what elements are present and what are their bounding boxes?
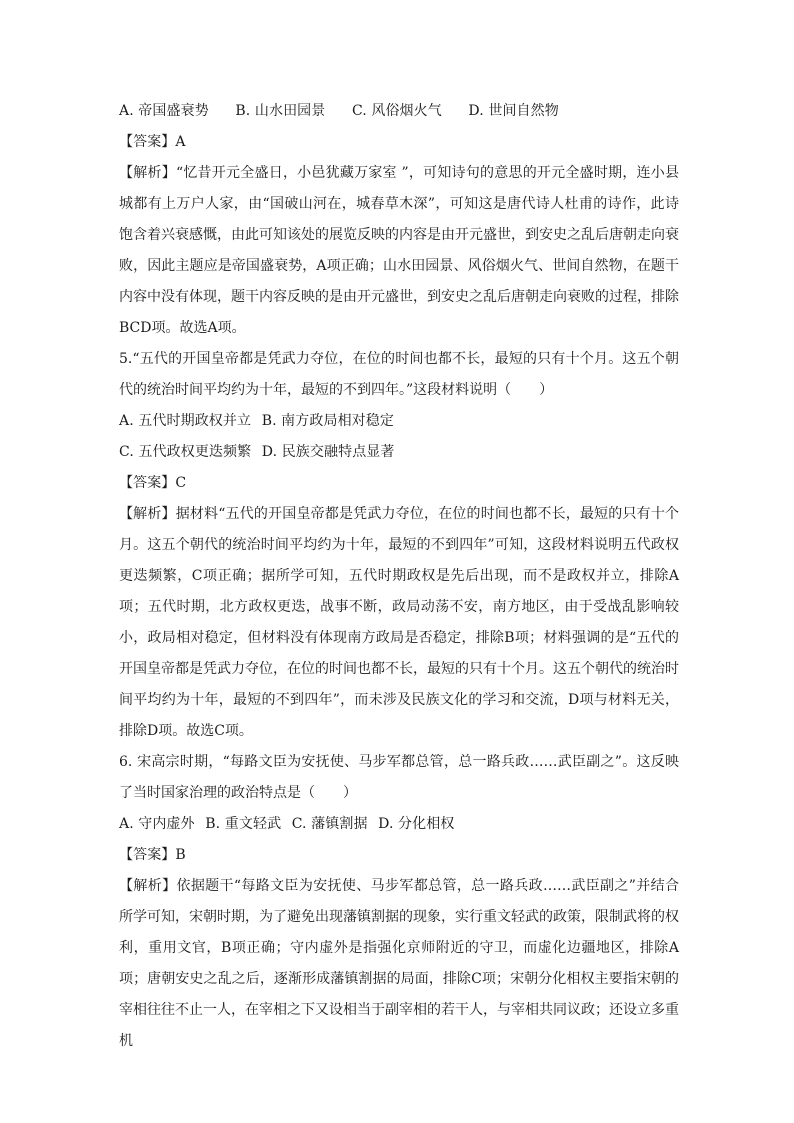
q5-option-a: A. 五代时期政权并立 (119, 413, 252, 429)
q4-option-d: D. 世间自然物 (468, 103, 559, 119)
q4-option-a: A. 帝国盛衰势 (119, 103, 209, 119)
q4-answer: 【答案】A (119, 134, 186, 150)
q6-option-c: C. 藩镇割据 (291, 816, 368, 832)
q6-options (119, 809, 679, 840)
q4-option-c: C. 风俗烟火气 (351, 103, 442, 119)
q6-option-a: A. 守内虚外 (119, 816, 195, 832)
q4-analysis-tag: 【解析】 (119, 165, 176, 181)
q5-option-d: D. 民族交融特点显著 (261, 444, 395, 460)
document-content (119, 96, 679, 1057)
q4-option-b: B. 山水田园景 (235, 103, 326, 119)
q5-stem: 5.“五代的开国皇帝都是凭武力夺位，在位的时间也都不长，最短的只有十个月。这五个朝代的统治时间平均约为十年，最短的不到四年。”这段材料说明（ ） (119, 351, 679, 398)
q6-analysis-text: 依据题干“每路文臣为安抚使、马步军都总管，总一路兵政……武臣副之”并结合所学可知，宋朝时期，为了避免出现藩镇割据的现象，实行重文轻武的政策，限制武将的权利，重用文官，B项正确；守内虚外是指强化京师附近的守卫，而虚化边疆地区，排除A项；唐朝安史之乱之后，逐渐形成藩镇割据的局面，排除C项；宋朝分化相权主要指宋朝的宰相往往不止一人，在宰相之下又设相当于副宰相的若干人，与宰相共同议政；还设立多重机 (119, 878, 680, 1049)
q5-analysis (119, 499, 679, 747)
q6-analysis-tag: 【解析】 (119, 878, 177, 894)
q6-answer: 【答案】B (119, 847, 186, 863)
q5-option-c: C. 五代政权更迭频繁 (119, 444, 252, 460)
q5-analysis-tag: 【解析】 (119, 506, 176, 522)
q4-options (119, 96, 679, 127)
q6-option-d: D. 分化相权 (378, 816, 455, 832)
q5-analysis-text: 据材料“五代的开国皇帝都是凭武力夺位，在位的时间也都不长，最短的只有十个月。这五个朝代的统治时间平均约为十年，最短的不到四年”可知，这段材料说明五代政权更迭频繁，C项正确；据所学可知，五代时期政权是先后出现，而不是政权并立，排除A项；五代时期，北方政权更迭，战事不断，政局动荡不安，南方地区，由于受战乱影响较小，政局相对稳定，但材料没有体现南方政局是否稳定，排除B项；材料强调的是“五代的开国皇帝都是凭武力夺位，在位的时间也都不长，最短的只有十个月。这五个朝代的统治时间平均约为十年，最短的不到四年”，而未涉及民族文化的学习和交流，D项与材料无关，排除D项。故选C项。 (119, 506, 680, 739)
q6-stem: 6. 宋高宗时期，“每路文臣为安抚使、马步军都总管，总一路兵政……武臣副之”。这反映了当时国家治理的政治特点是（ ） (119, 754, 679, 801)
q6-option-b: B. 重文轻武 (205, 816, 282, 832)
q5-options-row1 (119, 406, 679, 437)
q6-analysis (119, 871, 679, 1057)
q4-analysis-text: “忆昔开元全盛日，小邑犹藏万家室 ”，可知诗句的意思的开元全盛时期，连小县城都有上万户人家，由“国破山河在，城春草木深”，可知这是唐代诗人杜甫的诗作，此诗饱含着兴衰感慨，由此可知该处的展览反映的内容是由开元盛世，到安史之乱后唐朝走向衰败，因此主题应是帝国盛衰势，A项正确；山水田园景、风俗烟火气、世间自然物，在题干内容中没有体现，题干内容反映的是由开元盛世，到安史之乱后唐朝走向衰败的过程，排除BCD项。故选A项。 (119, 165, 680, 336)
q5-answer: 【答案】C (119, 475, 187, 491)
q5-option-b: B. 南方政局相对稳定 (261, 413, 394, 429)
q4-analysis (119, 158, 679, 344)
q5-options-row2 (119, 437, 679, 468)
